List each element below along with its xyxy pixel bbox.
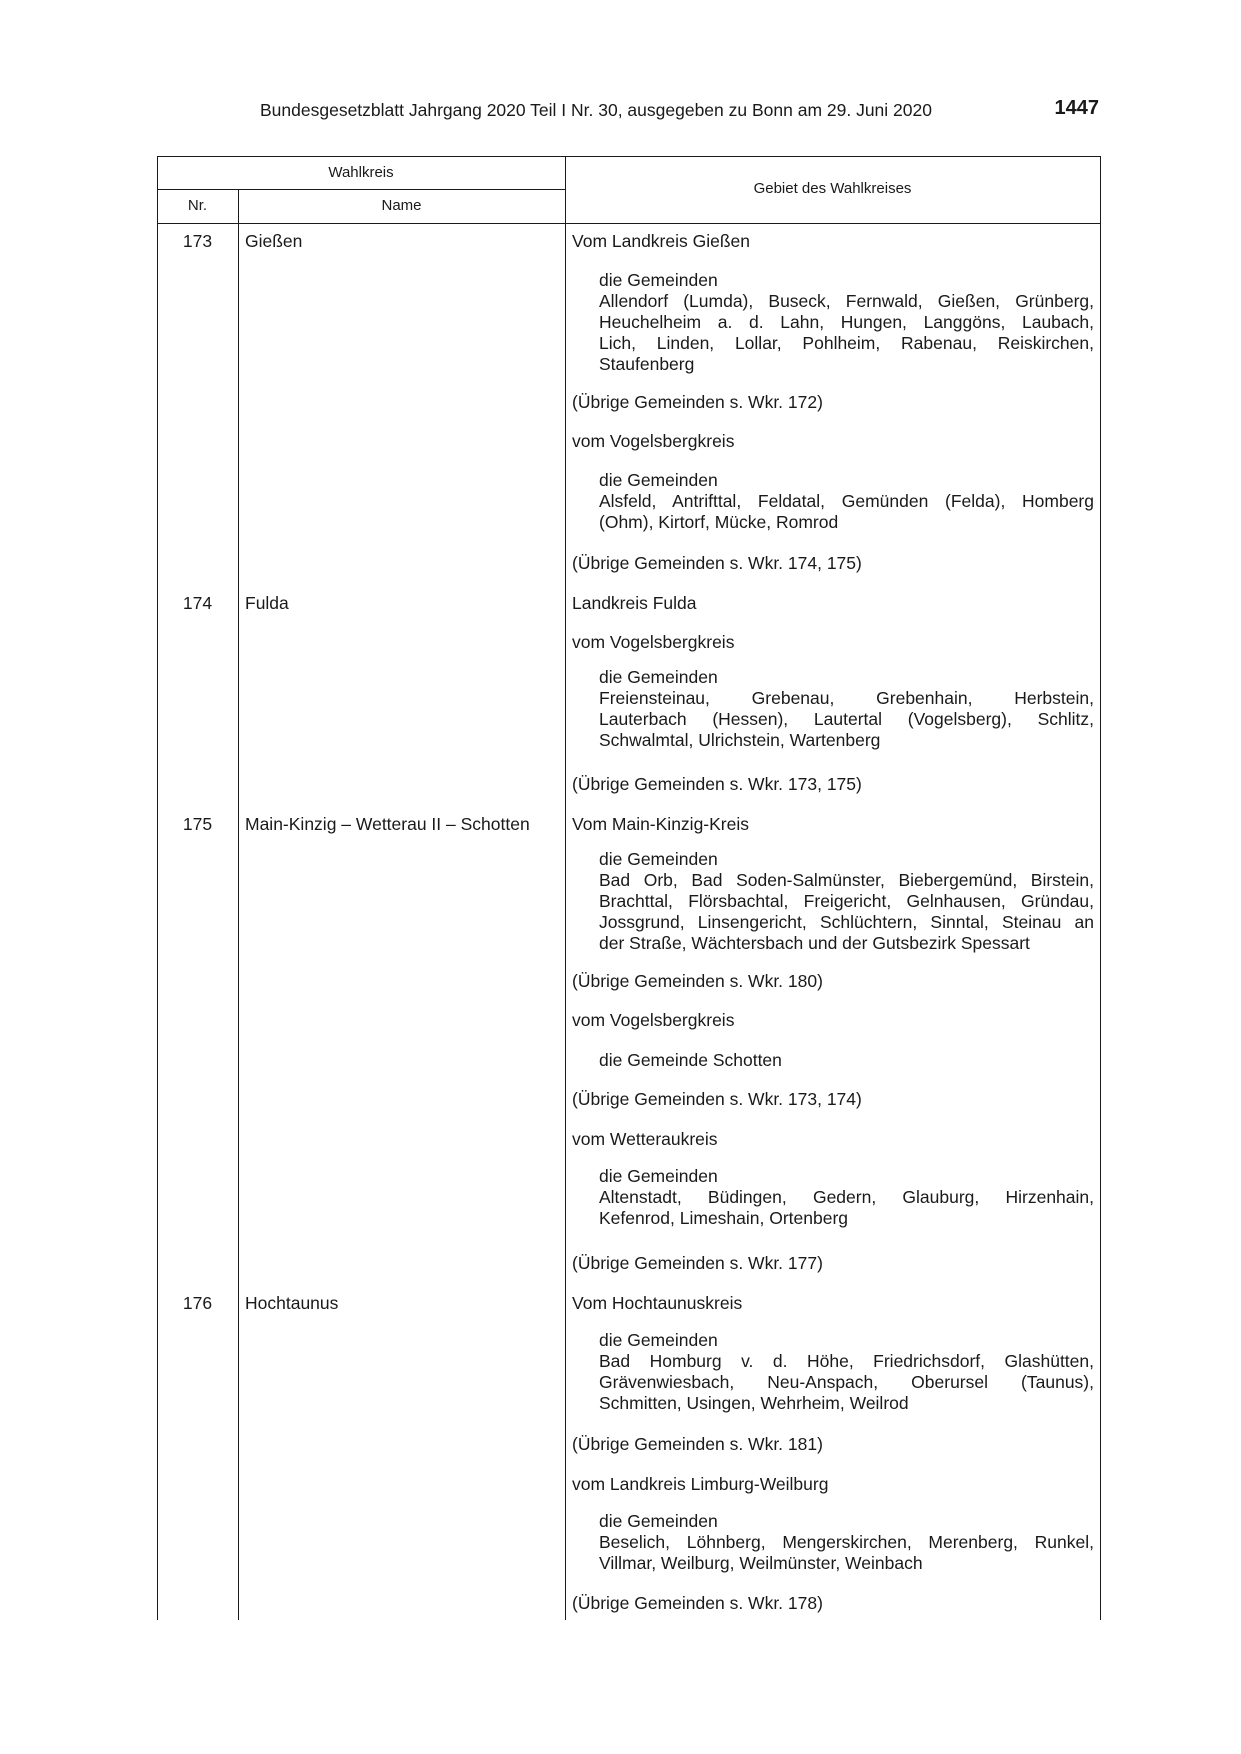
column-divider-name-gebiet <box>565 156 566 1620</box>
uebrige-gemeinden-note <box>572 1593 1094 1614</box>
gebiet-line: der Straße, Wächtersbach und der Gutsbezirk Spessart <box>599 933 1030 953</box>
gebiet-line: Landkreis Fulda <box>572 593 697 613</box>
gebiet-line: (Übrige Gemeinden s. Wkr. 173, 174) <box>572 1089 862 1109</box>
gebiet-heading <box>572 231 1094 252</box>
gebiet-line: Villmar, Weilburg, Weilmünster, Weinbach <box>599 1553 923 1573</box>
header-subdivider <box>157 189 566 190</box>
gebiet-line: Vom Main-Kinzig-Kreis <box>572 814 749 834</box>
wahlkreis-group-header: Wahlkreis <box>328 164 394 181</box>
gemeinden-list <box>599 849 1094 954</box>
gebiet-line: vom Wetteraukreis <box>572 1129 718 1149</box>
gebiet-line: die Gemeinden <box>599 1166 718 1186</box>
gebiet-heading <box>572 1293 1094 1314</box>
gebiet-line: vom Vogelsbergkreis <box>572 1010 735 1030</box>
gebiet-line: Kefenrod, Limeshain, Ortenberg <box>599 1208 849 1228</box>
gebiet-line: (Übrige Gemeinden s. Wkr. 174, 175) <box>572 553 862 573</box>
gebiet-line: Allendorf (Lumda), Buseck, Fernwald, Gießen, Grünberg, <box>599 291 1094 311</box>
wahlkreis-nr: 175 <box>182 814 213 834</box>
uebrige-gemeinden-note <box>572 774 1094 795</box>
column-header-gebiet: Gebiet des Wahlkreises <box>753 180 912 197</box>
wahlkreis-nr: 174 <box>182 593 213 613</box>
gebiet-line: (Übrige Gemeinden s. Wkr. 181) <box>572 1434 823 1454</box>
gebiet-line: Alsfeld, Antrifttal, Feldatal, Gemünden (Felda), Homberg <box>599 491 1094 511</box>
gebiet-line: Beselich, Löhnberg, Mengerskirchen, Merenberg, Runkel, <box>599 1532 1094 1552</box>
gebiet-line: vom Vogelsbergkreis <box>572 632 735 652</box>
gebiet-line: Jossgrund, Linsengericht, Schlüchtern, Sinntal, Steinau an <box>599 912 1094 932</box>
gebiet-line: die Gemeinden <box>599 470 718 490</box>
gebiet-line: Heuchelheim a. d. Lahn, Hungen, Langgöns, Laubach, <box>599 312 1094 332</box>
gebiet-line: (Übrige Gemeinden s. Wkr. 178) <box>572 1593 823 1613</box>
wahlkreis-nr: 173 <box>182 231 213 251</box>
gebiet-line: Brachttal, Flörsbachtal, Freigericht, Gelnhausen, Gründau, <box>599 891 1094 911</box>
gebiet-line: Grävenwiesbach, Neu-Anspach, Oberursel (Taunus), <box>599 1372 1094 1392</box>
gemeinden-list <box>599 1330 1094 1414</box>
gebiet-line: vom Vogelsbergkreis <box>572 431 735 451</box>
column-header-name: Name <box>381 197 422 214</box>
gebiet-line: die Gemeinden <box>599 1330 718 1350</box>
wahlkreis-name: Gießen <box>245 231 303 251</box>
column-divider-nr-name <box>238 189 239 1620</box>
uebrige-gemeinden-note <box>572 971 1094 992</box>
gebiet-line: die Gemeinden <box>599 849 718 869</box>
gebiet-heading <box>572 1474 1094 1495</box>
gebiet-line: Schmitten, Usingen, Wehrheim, Weilrod <box>599 1393 909 1413</box>
gemeinden-list <box>599 470 1094 533</box>
gebiet-line: Schwalmtal, Ulrichstein, Wartenberg <box>599 730 881 750</box>
gebiet-line: Bad Orb, Bad Soden-Salmünster, Biebergemünd, Birstein, <box>599 870 1094 890</box>
gebiet-heading <box>572 1010 1094 1031</box>
gebiet-line: die Gemeinden <box>599 1511 718 1531</box>
uebrige-gemeinden-note <box>572 392 1094 413</box>
uebrige-gemeinden-note <box>572 1089 1094 1110</box>
gebiet-line: Vom Hochtaunuskreis <box>572 1293 743 1313</box>
wahlkreis-name: Hochtaunus <box>245 1293 339 1313</box>
gebiet-line: Lich, Linden, Lollar, Pohlheim, Rabenau, Reiskirchen, <box>599 333 1094 353</box>
gebiet-line: Vom Landkreis Gießen <box>572 231 751 251</box>
gebiet-heading <box>572 1129 1094 1150</box>
wahlkreis-name: Fulda <box>245 593 289 613</box>
gemeinden-list <box>599 1511 1094 1574</box>
gebiet-line: die Gemeinden <box>599 667 718 687</box>
gebiet-line: (Übrige Gemeinden s. Wkr. 172) <box>572 392 823 412</box>
gebiet-line: (Übrige Gemeinden s. Wkr. 177) <box>572 1253 823 1273</box>
table-border-right <box>1100 156 1101 1620</box>
gebiet-line: Bad Homburg v. d. Höhe, Friedrichsdorf, Glashütten, <box>599 1351 1094 1371</box>
column-header-nr: Nr. <box>187 197 208 214</box>
uebrige-gemeinden-note <box>572 1434 1094 1455</box>
gebiet-line: (Übrige Gemeinden s. Wkr. 173, 175) <box>572 774 862 794</box>
gebiet-line: (Übrige Gemeinden s. Wkr. 180) <box>572 971 823 991</box>
gebiet-heading <box>572 431 1094 452</box>
gebiet-line: Staufenberg <box>599 354 695 374</box>
gebiet-line: Lauterbach (Hessen), Lautertal (Vogelsberg), Schlitz, <box>599 709 1094 729</box>
gebiet-line: Altenstadt, Büdingen, Gedern, Glauburg, Hirzenhain, <box>599 1187 1094 1207</box>
gemeinden-list <box>599 667 1094 751</box>
gebiet-line: die Gemeinde Schotten <box>599 1050 782 1070</box>
page-number: 1447 <box>1054 97 1099 119</box>
gebiet-line: die Gemeinden <box>599 270 718 290</box>
gebiet-line: (Ohm), Kirtorf, Mücke, Romrod <box>599 512 839 532</box>
wahlkreis-table <box>157 156 1101 1620</box>
uebrige-gemeinden-note <box>572 553 1094 574</box>
gebiet-heading <box>572 814 1094 835</box>
gebiet-line: vom Landkreis Limburg-Weilburg <box>572 1474 829 1494</box>
gemeinden-list <box>599 1166 1094 1229</box>
uebrige-gemeinden-note <box>572 1253 1094 1274</box>
wahlkreis-nr: 176 <box>182 1293 213 1313</box>
header-title: Bundesgesetzblatt Jahrgang 2020 Teil I Nr. 30, ausgegeben zu Bonn am 29. Juni 2020 <box>260 100 932 120</box>
gebiet-line: Freiensteinau, Grebenau, Grebenhain, Herbstein, <box>599 688 1094 708</box>
table-border-left <box>157 156 158 1620</box>
gebiet-heading <box>572 593 1094 614</box>
gemeinden-list <box>599 270 1094 375</box>
running-header <box>0 97 1241 130</box>
gebiet-heading <box>572 632 1094 653</box>
gemeinden-list <box>599 1050 1094 1071</box>
table-border-top <box>157 156 1101 157</box>
wahlkreis-name: Main-Kinzig – Wetterau II – Schotten <box>245 814 530 834</box>
header-bottom-rule <box>157 223 1101 224</box>
